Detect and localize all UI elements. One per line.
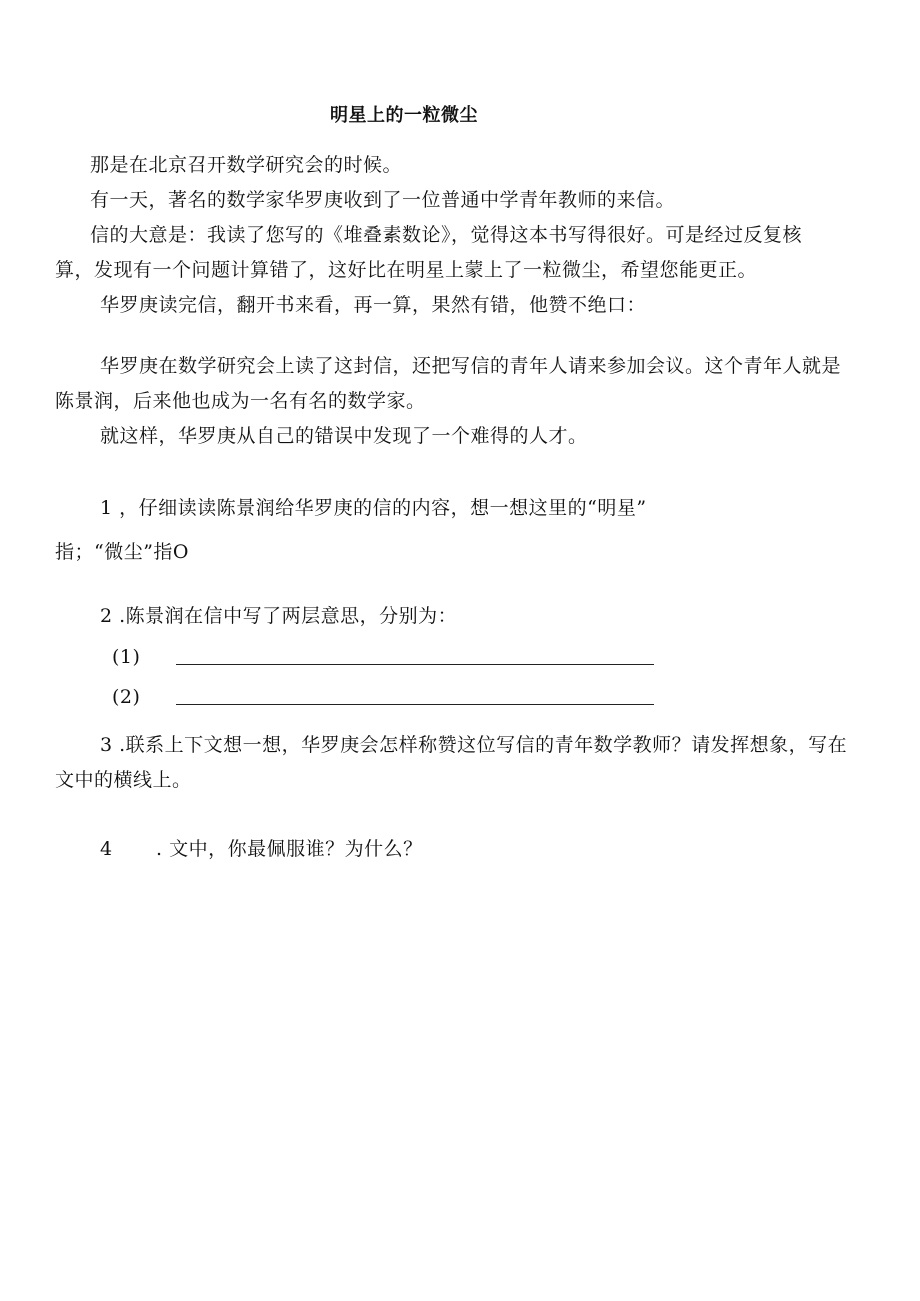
passage-paragraph-5-line-2: 陈景润，后来他也成为一名有名的数学家。	[55, 390, 426, 412]
question-2-item-2-answer-line[interactable]	[176, 704, 654, 705]
question-1-line-1: 1 ，仔细读读陈景润给华罗庚的信的内容，想一想这里的“明星”	[100, 497, 647, 519]
question-4-text: . 文中，你最佩服谁？为什么？	[156, 838, 423, 860]
passage-paragraph-3-line-2: 算，发现有一个问题计算错了，这好比在明星上蒙上了一粒微尘，希望您能更正。	[55, 259, 758, 281]
question-3-line-2: 文中的横线上。	[55, 769, 192, 791]
question-2-item-2-label: (2)	[112, 686, 141, 708]
passage-paragraph-5-line-1: 华罗庚在数学研究会上读了这封信，还把写信的青年人请来参加会议。这个青年人就是	[100, 355, 842, 377]
passage-paragraph-4: 华罗庚读完信，翻开书来看，再一算，果然有错，他赞不绝口：	[100, 294, 647, 316]
passage-paragraph-6: 就这样，华罗庚从自己的错误中发现了一个难得的人才。	[100, 425, 588, 447]
passage-paragraph-1: 那是在北京召开数学研究会的时候。	[90, 154, 403, 176]
passage-paragraph-3-line-1: 信的大意是：我读了您写的《堆叠素数论》，觉得这本书写得很好。可是经过反复核	[90, 224, 803, 246]
passage-paragraph-2: 有一天，著名的数学家华罗庚收到了一位普通中学青年教师的来信。	[90, 189, 676, 211]
question-2-item-1-label: (1)	[112, 646, 141, 668]
question-2: 2 .陈景润在信中写了两层意思，分别为：	[100, 605, 458, 627]
question-2-item-1-answer-line[interactable]	[176, 664, 654, 665]
question-4-number: 4	[100, 838, 113, 860]
question-1-line-2: 指；“微尘”指O	[55, 541, 190, 563]
page-title: 明星上的一粒微尘	[330, 105, 478, 126]
question-3-line-1: 3 .联系上下文想一想，华罗庚会怎样称赞这位写信的青年数学教师？请发挥想象，写在	[100, 734, 848, 756]
